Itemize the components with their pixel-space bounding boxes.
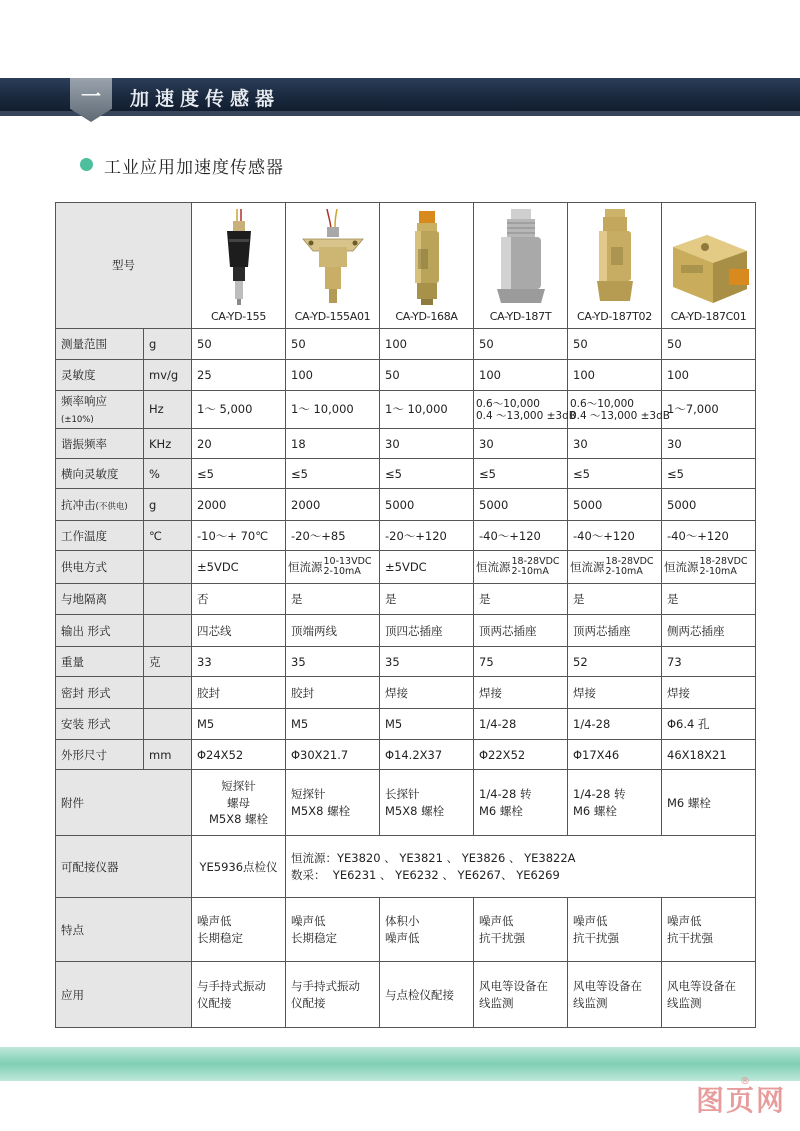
spec-row bbox=[56, 647, 756, 677]
row-unit bbox=[144, 584, 192, 615]
spec-value: 50 bbox=[380, 360, 474, 391]
spec-value: M5 bbox=[380, 709, 474, 740]
spec-value: 35 bbox=[380, 647, 474, 677]
spec-value: 焊接 bbox=[662, 677, 756, 709]
spec-value: 焊接 bbox=[474, 677, 568, 709]
spec-value: ≤5 bbox=[568, 459, 662, 489]
sensor-155-image bbox=[219, 209, 259, 305]
spec-value: 胶封 bbox=[192, 677, 286, 709]
row-label-text: 重量 bbox=[61, 654, 84, 669]
spec-row bbox=[56, 360, 756, 391]
application-line: 与点检仪配接 bbox=[385, 987, 454, 1002]
spec-value: 1/4-28 bbox=[474, 709, 568, 740]
spec-value: -20～+120 bbox=[380, 521, 474, 551]
spec-value bbox=[568, 551, 662, 584]
row-label-text: 工作温度 bbox=[61, 528, 107, 543]
spec-value-line: 0.6～10,000 bbox=[476, 397, 540, 410]
spec-value: 100 bbox=[380, 329, 474, 360]
spec-value-line: 0.4 ～13,000 ±3dB bbox=[476, 409, 576, 422]
spec-value: 胶封 bbox=[286, 677, 380, 709]
spec-value: 焊接 bbox=[380, 677, 474, 709]
accessories-cell bbox=[474, 770, 568, 836]
row-label-text: 灵敏度 bbox=[61, 367, 96, 382]
spec-value: 是 bbox=[380, 584, 474, 615]
accessories-line: M6 螺栓 bbox=[573, 803, 617, 818]
spec-value: 5000 bbox=[474, 489, 568, 521]
spec-value bbox=[286, 551, 380, 584]
application-cell bbox=[474, 962, 568, 1028]
row-label bbox=[56, 709, 144, 740]
spec-value: M5 bbox=[286, 709, 380, 740]
header-banner bbox=[0, 78, 800, 116]
spec-value: 2000 bbox=[286, 489, 380, 521]
row-label-text: 与地隔离 bbox=[61, 592, 107, 606]
spec-value: 顶四芯插座 bbox=[380, 615, 474, 647]
accessories-line: M5X8 螺栓 bbox=[208, 812, 269, 827]
accessories-line: 螺母 bbox=[227, 795, 250, 810]
spec-value: 1～ 5,000 bbox=[192, 391, 286, 429]
row-label-text: 谐振频率 bbox=[61, 436, 107, 451]
features-line: 噪声低 bbox=[573, 914, 608, 929]
spec-value: -40～+120 bbox=[474, 521, 568, 551]
spec-value: ≤5 bbox=[380, 459, 474, 489]
spec-value: 顶两芯插座 bbox=[474, 615, 568, 647]
accessories-cell bbox=[380, 770, 474, 836]
model-row bbox=[56, 203, 756, 329]
spec-value: 50 bbox=[192, 329, 286, 360]
spec-row bbox=[56, 459, 756, 489]
power-type: 恒流源 bbox=[476, 560, 511, 574]
spec-row bbox=[56, 677, 756, 709]
spec-row bbox=[56, 391, 756, 429]
row-unit: KHz bbox=[144, 429, 192, 459]
power-spec bbox=[288, 557, 377, 578]
features-line: 噪声低 bbox=[385, 930, 420, 945]
application-line: 与手持式振动 bbox=[291, 979, 360, 994]
row-label-text: 可配接仪器 bbox=[61, 859, 119, 874]
row-unit bbox=[144, 709, 192, 740]
spec-value: 35 bbox=[286, 647, 380, 677]
spec-value: 30 bbox=[662, 429, 756, 459]
spec-value: ≤5 bbox=[662, 459, 756, 489]
row-label-text: 特点 bbox=[61, 922, 84, 937]
sensor-187t02-image bbox=[593, 209, 637, 305]
row-label bbox=[56, 551, 144, 584]
spec-value: 否 bbox=[192, 584, 286, 615]
row-label-text: 测量范围 bbox=[61, 336, 107, 351]
accessories-cell bbox=[286, 770, 380, 836]
row-label-note: (不供电) bbox=[95, 501, 128, 512]
model-cell bbox=[192, 203, 286, 329]
instrument-line: 恒流源：YE3820 、 YE3821 、 YE3826 、 YE3822A bbox=[291, 851, 576, 866]
row-unit: mv/g bbox=[144, 360, 192, 391]
features-line: 抗干扰强 bbox=[479, 930, 525, 945]
instrument-list bbox=[286, 836, 756, 898]
row-unit: 克 bbox=[144, 647, 192, 677]
instruments-row bbox=[56, 836, 756, 898]
power-detail bbox=[324, 557, 372, 578]
power-spec bbox=[570, 557, 659, 578]
spec-value bbox=[662, 551, 756, 584]
application-line: 仪配接 bbox=[197, 995, 232, 1010]
spec-value bbox=[474, 391, 576, 429]
spec-value: 5000 bbox=[568, 489, 662, 521]
spec-value: 1～ 10,000 bbox=[380, 391, 474, 429]
spec-value: 四芯线 bbox=[192, 615, 286, 647]
spec-value: 5000 bbox=[380, 489, 474, 521]
features-row bbox=[56, 898, 756, 962]
model-header: 型号 bbox=[56, 203, 192, 329]
features-line: 抗干扰强 bbox=[667, 930, 713, 945]
row-label-text: 输出 形式 bbox=[61, 623, 111, 638]
spec-value: 1～ 10,000 bbox=[286, 391, 380, 429]
row-unit: g bbox=[144, 329, 192, 360]
power-detail-line: 18-28VDC bbox=[511, 555, 560, 567]
spec-value: 2000 bbox=[192, 489, 286, 521]
row-unit: ℃ bbox=[144, 521, 192, 551]
sensor-168a-image bbox=[409, 209, 445, 305]
model-cell bbox=[474, 203, 568, 329]
section-title: 工业应用加速度传感器 bbox=[104, 158, 284, 178]
spec-value: 52 bbox=[568, 647, 662, 677]
application-line: 线监测 bbox=[573, 995, 608, 1010]
spec-value: 1～7,000 bbox=[662, 391, 756, 429]
application-line: 仪配接 bbox=[291, 995, 326, 1010]
spec-value: M5 bbox=[192, 709, 286, 740]
features-cell bbox=[192, 898, 286, 962]
spec-value: 50 bbox=[474, 329, 568, 360]
row-label-text: 频率响应 bbox=[61, 394, 107, 408]
section-bullet-icon bbox=[80, 158, 93, 171]
accessories-line: M6 螺栓 bbox=[479, 803, 523, 818]
banner-number: 一 bbox=[81, 84, 101, 108]
spec-row bbox=[56, 551, 756, 584]
row-unit: % bbox=[144, 459, 192, 489]
spec-value: 46X18X21 bbox=[662, 740, 756, 770]
model-name: CA-YD-187T02 bbox=[577, 310, 652, 324]
spec-value: 100 bbox=[568, 360, 662, 391]
spec-value bbox=[568, 391, 670, 429]
row-label bbox=[56, 521, 144, 551]
row-label-note: (±10%) bbox=[61, 414, 94, 425]
application-line: 线监测 bbox=[479, 995, 514, 1010]
features-cell bbox=[568, 898, 662, 962]
row-label bbox=[56, 391, 144, 429]
spec-value: Φ30X21.7 bbox=[286, 740, 380, 770]
row-unit bbox=[144, 677, 192, 709]
sensor-187c01-image bbox=[667, 225, 751, 305]
model-cell bbox=[568, 203, 662, 329]
features-cell bbox=[286, 898, 380, 962]
row-label bbox=[56, 740, 144, 770]
application-line: 风电等设备在 bbox=[667, 979, 736, 994]
features-line: 长期稳定 bbox=[197, 930, 243, 945]
power-detail bbox=[606, 557, 654, 578]
spec-value: 是 bbox=[662, 584, 756, 615]
power-spec bbox=[664, 557, 753, 578]
spec-row bbox=[56, 329, 756, 360]
model-name: CA-YD-155 bbox=[210, 310, 267, 324]
row-label bbox=[56, 677, 144, 709]
spec-row bbox=[56, 429, 756, 459]
spec-value: 100 bbox=[474, 360, 568, 391]
spec-table bbox=[55, 202, 756, 1028]
spec-value: 100 bbox=[662, 360, 756, 391]
application-cell bbox=[568, 962, 662, 1028]
application-line: 与手持式振动 bbox=[197, 979, 266, 994]
application-line: 风电等设备在 bbox=[479, 979, 548, 994]
spec-value: 是 bbox=[568, 584, 662, 615]
accessories-line: 长探针 bbox=[385, 787, 420, 802]
accessories-line: 短探针 bbox=[291, 787, 326, 802]
sensor-187t-image bbox=[493, 209, 549, 305]
features-line: 体积小 bbox=[385, 914, 420, 929]
model-cell bbox=[380, 203, 474, 329]
application-row bbox=[56, 962, 756, 1028]
spec-value: ±5VDC bbox=[192, 551, 286, 584]
spec-value: ≤5 bbox=[192, 459, 286, 489]
spec-row bbox=[56, 709, 756, 740]
row-label-text: 密封 形式 bbox=[61, 685, 111, 700]
accessories-line: 短探针 bbox=[221, 778, 256, 793]
watermark: 图页网 bbox=[695, 1084, 786, 1117]
accessories-cell bbox=[568, 770, 662, 836]
row-unit: g bbox=[144, 489, 192, 521]
row-label-text: 供电方式 bbox=[61, 560, 107, 574]
spec-value-line: 0.6～10,000 bbox=[570, 397, 634, 410]
features-cell bbox=[662, 898, 756, 962]
spec-value: Φ14.2X37 bbox=[380, 740, 474, 770]
accessories-row bbox=[56, 770, 756, 836]
spec-row bbox=[56, 615, 756, 647]
spec-value: 20 bbox=[192, 429, 286, 459]
spec-value: 100 bbox=[286, 360, 380, 391]
power-detail-line: 2-10mA bbox=[699, 566, 737, 578]
accessories-line: M6 螺栓 bbox=[667, 795, 711, 810]
power-spec bbox=[476, 557, 565, 578]
spec-value: 顶两芯插座 bbox=[568, 615, 662, 647]
spec-value: 18 bbox=[286, 429, 380, 459]
spec-value: ±5VDC bbox=[380, 551, 474, 584]
accessories-line: M5X8 螺栓 bbox=[291, 803, 351, 818]
row-label bbox=[56, 429, 144, 459]
features-line: 长期稳定 bbox=[291, 930, 337, 945]
row-label bbox=[56, 584, 144, 615]
features-line: 噪声低 bbox=[197, 914, 232, 929]
row-label-text: 附件 bbox=[61, 795, 84, 810]
spec-value: 50 bbox=[568, 329, 662, 360]
spec-value: -40～+120 bbox=[662, 521, 756, 551]
spec-value: ≤5 bbox=[474, 459, 568, 489]
sensor-155a01-image bbox=[301, 209, 365, 305]
spec-value: 焊接 bbox=[568, 677, 662, 709]
model-cell bbox=[662, 203, 756, 329]
row-unit bbox=[144, 551, 192, 584]
spec-value: 30 bbox=[568, 429, 662, 459]
spec-value: 50 bbox=[662, 329, 756, 360]
instrument-line: 数采： YE6231 、 YE6232 、 YE6267、 YE6269 bbox=[291, 867, 560, 882]
spec-value: Φ6.4 孔 bbox=[662, 709, 756, 740]
spec-value: 30 bbox=[474, 429, 568, 459]
row-unit: Hz bbox=[144, 391, 192, 429]
row-label bbox=[56, 647, 144, 677]
accessories-line: M5X8 螺栓 bbox=[385, 803, 445, 818]
row-label-text: 横向灵敏度 bbox=[61, 466, 119, 481]
spec-row bbox=[56, 584, 756, 615]
spec-value: -40～+120 bbox=[568, 521, 662, 551]
features-cell bbox=[474, 898, 568, 962]
spec-row bbox=[56, 521, 756, 551]
application-cell bbox=[662, 962, 756, 1028]
spec-value: 是 bbox=[474, 584, 568, 615]
features-line: 噪声低 bbox=[667, 914, 702, 929]
power-detail-line: 10-13VDC bbox=[323, 555, 372, 567]
model-name: CA-YD-187C01 bbox=[670, 310, 747, 324]
accessories-line: 1/4-28 转 bbox=[479, 787, 532, 802]
application-cell bbox=[192, 962, 286, 1028]
row-label bbox=[56, 770, 192, 836]
spec-row bbox=[56, 740, 756, 770]
spec-value: 顶端两线 bbox=[286, 615, 380, 647]
spec-value: 73 bbox=[662, 647, 756, 677]
spec-value bbox=[474, 551, 568, 584]
spec-value: 25 bbox=[192, 360, 286, 391]
row-label bbox=[56, 329, 144, 360]
row-label bbox=[56, 360, 144, 391]
row-label-text: 外形尺寸 bbox=[61, 747, 107, 762]
row-unit: mm bbox=[144, 740, 192, 770]
application-line: 风电等设备在 bbox=[573, 979, 642, 994]
power-detail-line: 2-10mA bbox=[511, 566, 549, 578]
accessories-cell bbox=[662, 770, 756, 836]
spec-value: 5000 bbox=[662, 489, 756, 521]
spec-value: 30 bbox=[380, 429, 474, 459]
power-detail-line: 18-28VDC bbox=[699, 555, 748, 567]
spec-value: 50 bbox=[286, 329, 380, 360]
power-detail-line: 2-10mA bbox=[605, 566, 643, 578]
spec-value-line: 0.4 ～13,000 ±3dB bbox=[570, 409, 670, 422]
power-detail-line: 2-10mA bbox=[323, 566, 361, 578]
row-label bbox=[56, 489, 144, 521]
row-label bbox=[56, 962, 192, 1028]
power-detail-line: 18-28VDC bbox=[605, 555, 654, 567]
application-cell bbox=[286, 962, 380, 1028]
banner-title: 加速度传感器 bbox=[130, 88, 281, 110]
row-label bbox=[56, 898, 192, 962]
row-label-text: 应用 bbox=[61, 987, 84, 1002]
spec-value: Φ24X52 bbox=[192, 740, 286, 770]
features-cell bbox=[380, 898, 474, 962]
row-label-text: 安装 形式 bbox=[61, 717, 111, 731]
spec-value: -10～+ 70℃ bbox=[192, 521, 286, 551]
model-name: CA-YD-168A bbox=[395, 310, 458, 324]
model-cell bbox=[286, 203, 380, 329]
spec-value: -20～+85 bbox=[286, 521, 380, 551]
watermark-registered-mark: ® bbox=[740, 1076, 750, 1087]
application-line: 线监测 bbox=[667, 995, 702, 1010]
model-name: CA-YD-155A01 bbox=[294, 310, 371, 324]
accessories-cell bbox=[192, 770, 286, 836]
spec-value: 侧两芯插座 bbox=[662, 615, 756, 647]
spec-row bbox=[56, 489, 756, 521]
spec-value: 75 bbox=[474, 647, 568, 677]
spec-value: Φ17X46 bbox=[568, 740, 662, 770]
model-name: CA-YD-187T bbox=[489, 310, 552, 324]
row-label bbox=[56, 459, 144, 489]
power-type: 恒流源 bbox=[288, 560, 323, 574]
row-label-text: 抗冲击 bbox=[61, 497, 96, 512]
row-unit bbox=[144, 615, 192, 647]
row-label bbox=[56, 836, 192, 898]
instrument-first: YE5936点检仪 bbox=[192, 836, 286, 898]
power-detail bbox=[700, 557, 748, 578]
power-type: 恒流源 bbox=[570, 560, 605, 574]
application-cell bbox=[380, 962, 474, 1028]
power-detail bbox=[512, 557, 560, 578]
features-line: 抗干扰强 bbox=[573, 930, 619, 945]
features-line: 噪声低 bbox=[291, 914, 326, 929]
spec-value: Φ22X52 bbox=[474, 740, 568, 770]
accessories-line: 1/4-28 转 bbox=[573, 787, 626, 802]
row-label bbox=[56, 615, 144, 647]
spec-value: 33 bbox=[192, 647, 286, 677]
footer-bar bbox=[0, 1047, 800, 1081]
features-line: 噪声低 bbox=[479, 914, 514, 929]
spec-value: ≤5 bbox=[286, 459, 380, 489]
power-type: 恒流源 bbox=[664, 560, 699, 574]
spec-value: 是 bbox=[286, 584, 380, 615]
spec-value: 1/4-28 bbox=[568, 709, 662, 740]
